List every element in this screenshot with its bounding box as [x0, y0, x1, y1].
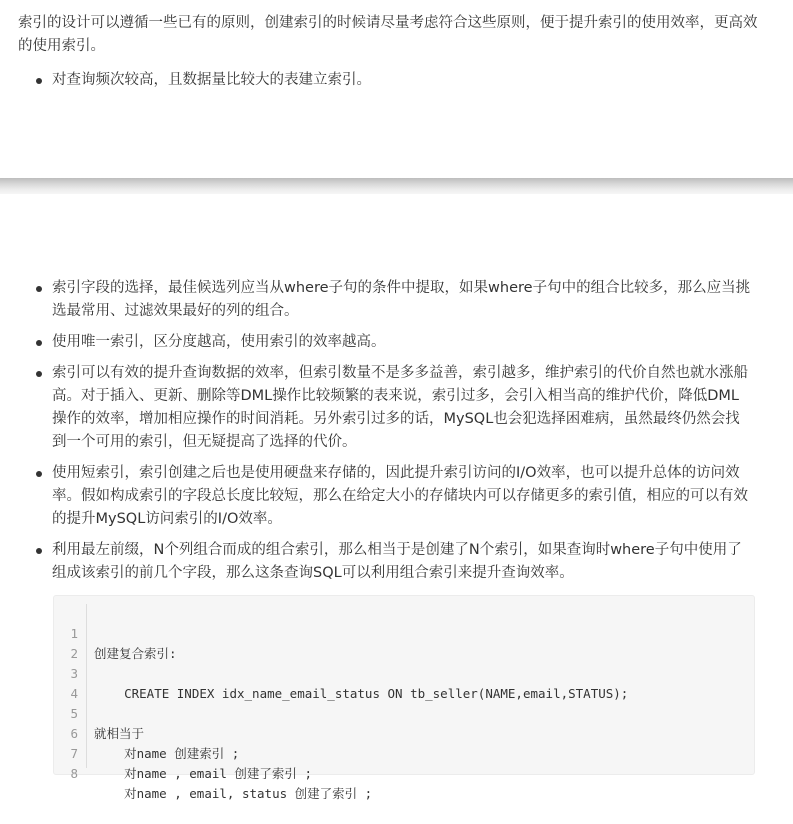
code-line [54, 664, 84, 701]
code-text: 创建复合索引: [94, 646, 177, 661]
list-item: 使用短索引，索引创建之后也是使用硬盘来存储的，因此提升索引访问的I/O效率，也可以提升总体的访问效率。假如构成索引的字段总长度比较短，那么在给定大小的存储块内可以存储更多的索引值，相应的可以有效的提升MySQL访问索引的I/O效率。 [18, 462, 753, 531]
line-number: 5 [70, 706, 78, 721]
list-item: 对查询频次较高，且数据量比较大的表建立索引。 [18, 69, 763, 92]
line-number: 7 [70, 746, 78, 761]
line-number: 8 [70, 766, 78, 781]
list-item: 使用唯一索引，区分度越高，使用索引的效率越高。 [18, 331, 753, 354]
line-number: 6 [70, 726, 78, 741]
line-number: 2 [70, 646, 78, 661]
code-line [54, 684, 145, 741]
code-text: 对name , email 创建了索引 ; [94, 766, 312, 781]
code-gutter-divider [86, 604, 87, 768]
intro-paragraph: 索引的设计可以遵循一些已有的原则，创建索引的时候请尽量考虑符合这些原则，便于提升索引的使用效率，更高效的使用索引。 [18, 15, 758, 54]
main-bullet-list [18, 277, 753, 593]
top-bullet-list [18, 69, 763, 92]
line-number: 1 [70, 626, 78, 641]
list-item: 索引字段的选择，最佳候选列应当从where子句的条件中提取，如果where子句中的组合比较多，那么应当挑选最常用、过滤效果最好的列的组合。 [18, 277, 753, 323]
code-block[interactable] [53, 595, 755, 801]
line-number: 3 [70, 666, 78, 681]
top-content-area [0, 0, 793, 178]
line-number: 4 [70, 686, 78, 701]
section-divider [0, 178, 793, 194]
code-line [54, 604, 177, 661]
code-text: 就相当于 [94, 726, 145, 741]
code-text: 对name , email, status 创建了索引 ; [94, 786, 373, 801]
code-text: CREATE INDEX idx_name_email_status ON tb_seller(NAME,email,STATUS); [94, 686, 629, 701]
list-item: 索引可以有效的提升查询数据的效率，但索引数量不是多多益善，索引越多，维护索引的代价自然也就水涨船高。对于插入、更新、删除等DML操作比较频繁的表来说，索引过多，会引入相当高的维护代价，降低DML操作的效率，增加相应操作的时间消耗。另外索引过多的话，MySQL也会犯选择困难病，虽然最终仍然会找到一个可用的索引，但无疑提高了选择的代价。 [18, 362, 753, 454]
code-line [54, 624, 84, 661]
list-item: 利用最左前缀，N个列组合而成的组合索引，那么相当于是创建了N个索引，如果查询时where子句中使用了组成该索引的前几个字段，那么这条查询SQL可以利用组合索引来提升查询效率。 [18, 539, 753, 585]
code-text: 对name 创建索引 ; [94, 746, 240, 761]
